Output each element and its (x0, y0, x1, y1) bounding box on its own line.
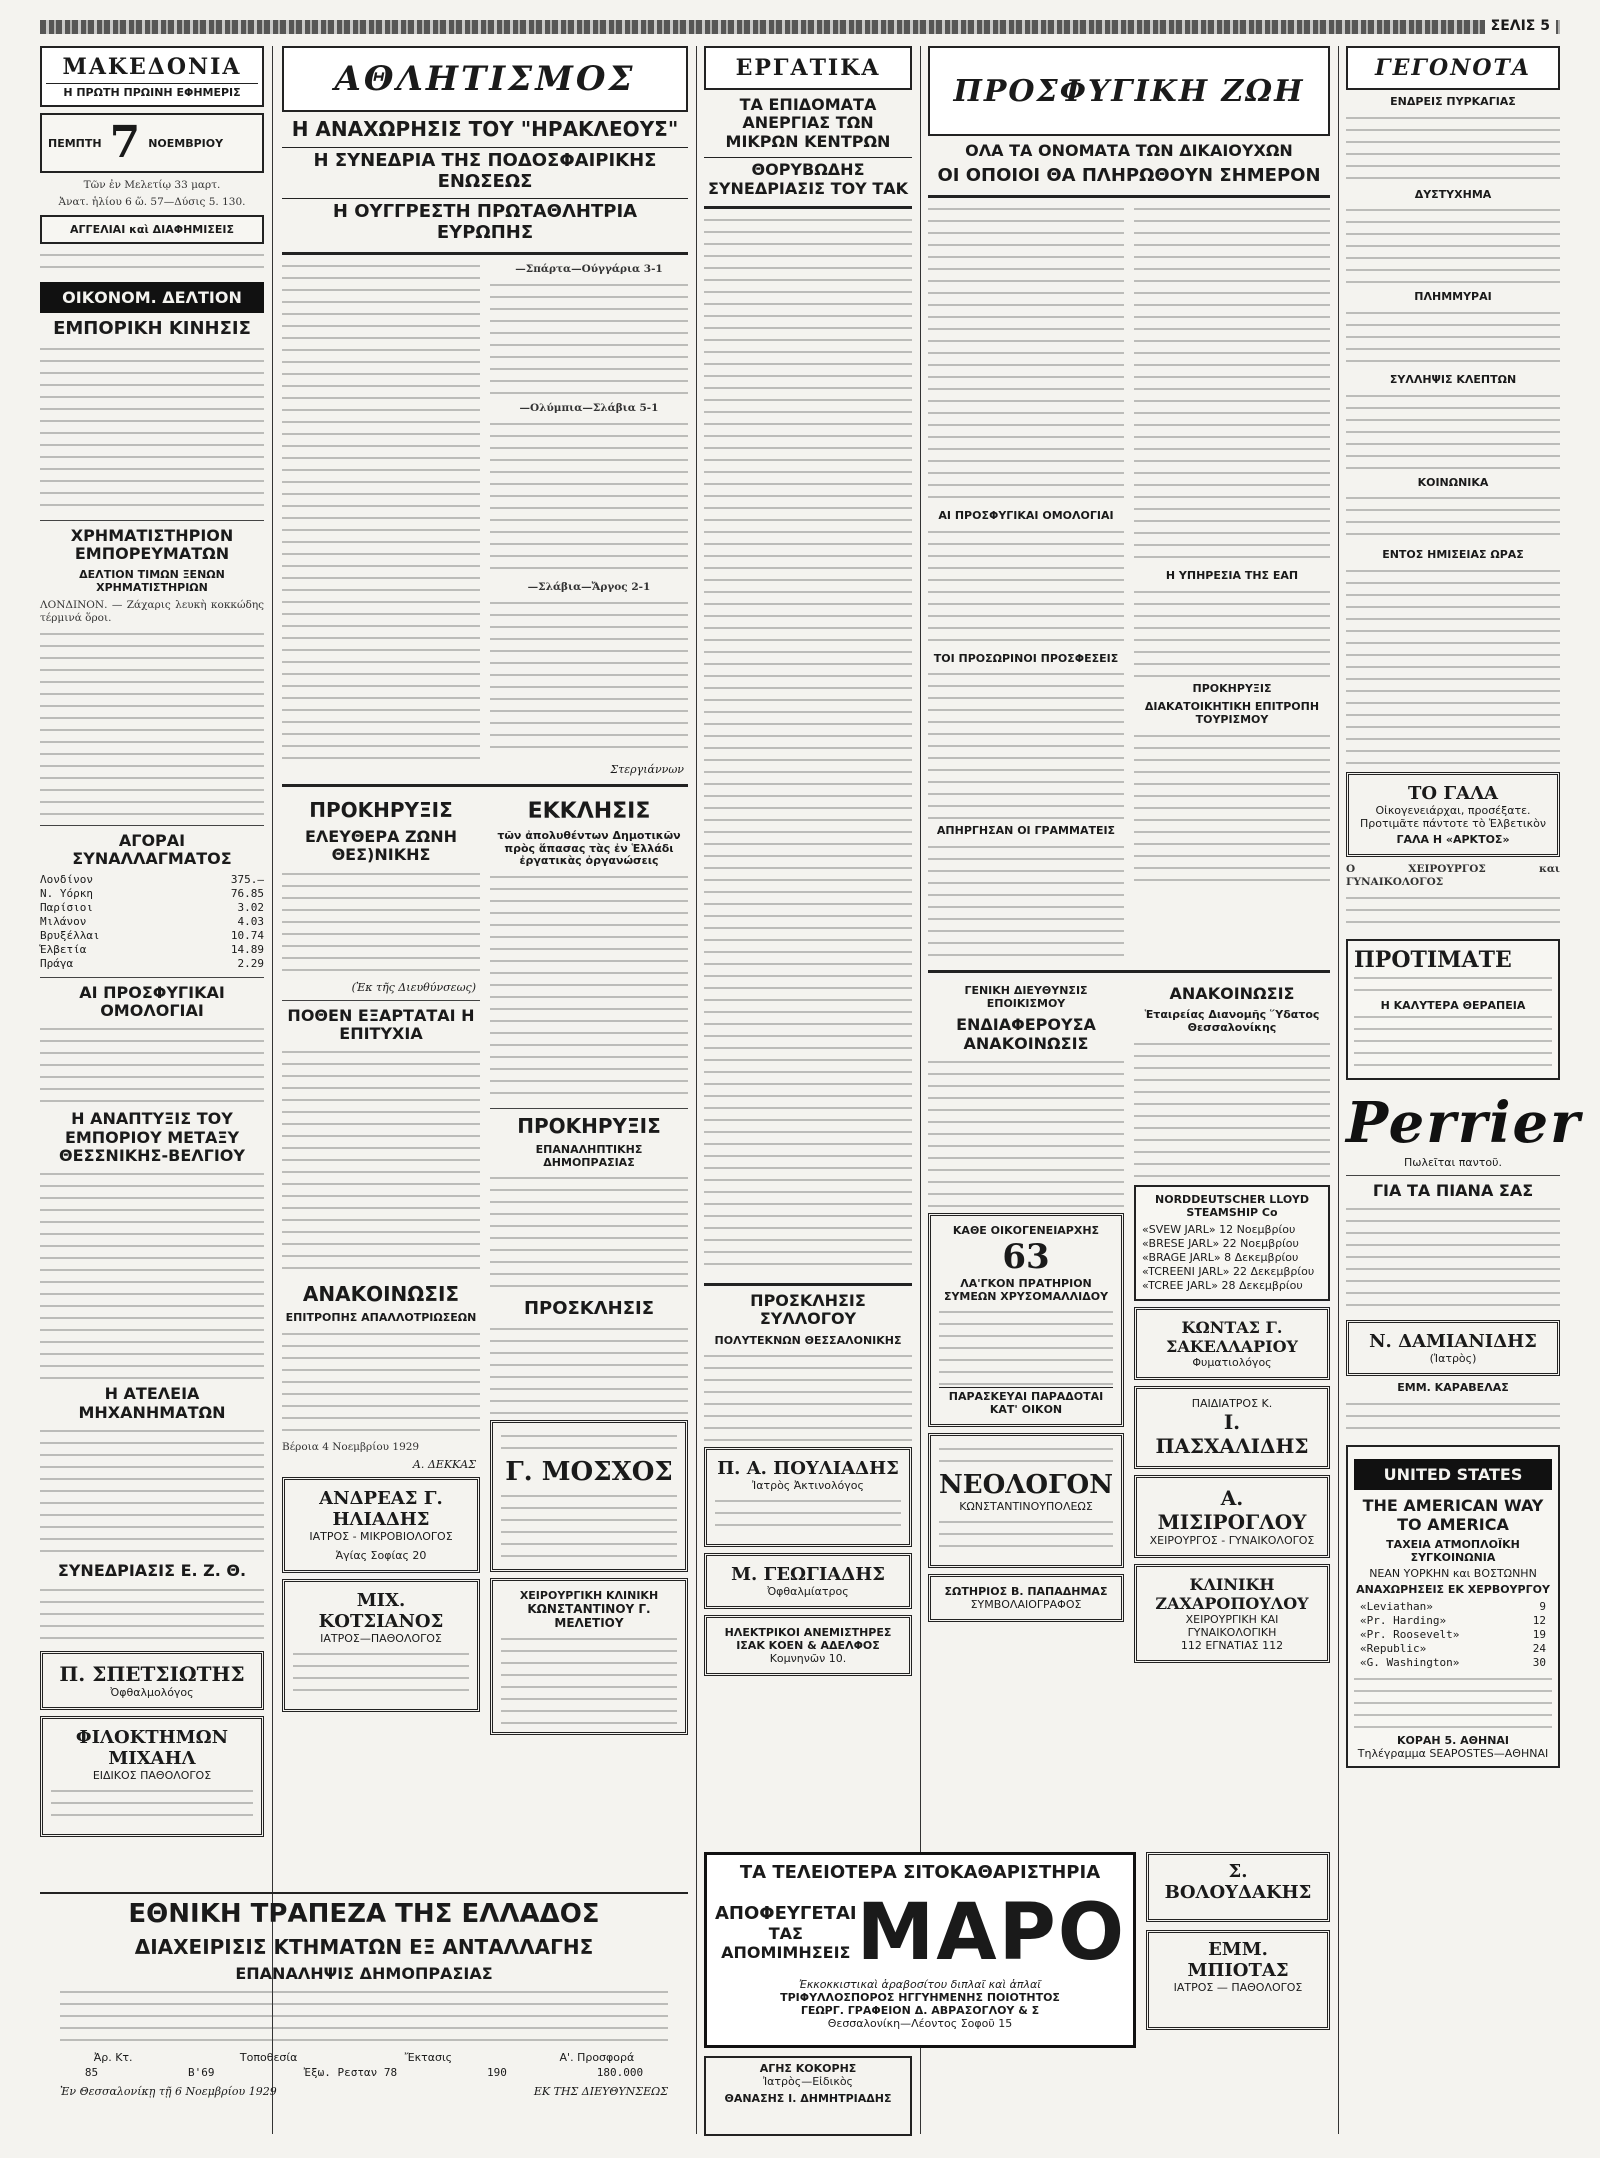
headline: ΤΑ ΕΠΙΔΟΜΑΤΑ ΑΝΕΡΓΙΑΣ ΤΩΝ ΜΙΚΡΩΝ ΚΕΝΤΡΩΝ (725, 95, 891, 151)
text-block (1346, 566, 1560, 766)
text-block (282, 869, 480, 979)
line-slogan: THE AMERICAN WAY TO AMERICA (1362, 1495, 1544, 1534)
text-block (282, 1047, 480, 1277)
section-subtitle: ΕΝΔΙΑΦΕΡΟΥΣΑ ΑΝΑΚΟΙΝΩΣΙΣ (956, 1015, 1096, 1053)
doctor-ad (1146, 1930, 1330, 2030)
liner-date: 12 (1532, 1613, 1546, 1627)
text-block (1346, 308, 1560, 368)
text-block (490, 419, 688, 579)
date-weekday: ΠΕΜΠΤΗ (48, 136, 102, 150)
doctor-name: Π. Α. ΠΟΥΛΙΑΔΗΣ (717, 1458, 899, 1480)
headline: Η ΑΝΑΧΩΡΗΣΙΣ ΤΟΥ "ΗΡΑΚΛΕΟΥΣ" (291, 117, 679, 141)
milk-ad (1346, 772, 1560, 857)
text-block (715, 1496, 901, 1536)
match-result: —Σλάβια—Ἄργος 2-1 (527, 580, 651, 593)
headline: ΟΙ ΟΠΟΙΟΙ ΘΑ ΠΛΗΡΩΘΟΥΝ ΣΗΜΕΡΟΝ (937, 165, 1321, 187)
rate-city: Πράγα (40, 956, 74, 970)
rate-row (40, 929, 264, 943)
doctor-name: Α. ΜΙΣΙΡΟΓΛΟΥ (1157, 1485, 1307, 1534)
rates-table (40, 873, 264, 971)
rate-city: Παρίσιοι (40, 900, 93, 914)
liner-name: «Leviathan» (1360, 1599, 1433, 1613)
doctor-name: ΑΓΗΣ ΚΟΚΟΡΗΣ (759, 2062, 857, 2075)
text-block (939, 1444, 1113, 1470)
maro-address: Θεσσαλονίκη—Λέοντος Σοφοῦ 15 (827, 2016, 1013, 2030)
signature: Στεργιάννων (610, 762, 684, 776)
rate-city: Ἑλβετία (40, 942, 87, 956)
section-title: ΑΝΑΚΟΙΝΩΣΙΣ (1169, 984, 1295, 1003)
column-rule (920, 46, 921, 2134)
sports-header-ornament (282, 46, 688, 112)
text-block (1346, 1204, 1560, 1314)
section-title: ΑΙ ΠΡΟΣΦΥΓΙΚΑΙ ΟΜΟΛΟΓΙΑΙ (938, 509, 1114, 523)
doctor-name: Σ. ΒΟΛΟΥΔΑΚΗΣ (1164, 1861, 1312, 1903)
column-rule (696, 46, 697, 2134)
liner-row (1360, 1628, 1546, 1642)
liners-list (1360, 1600, 1546, 1670)
rate-value: 2.29 (237, 956, 264, 970)
ship-departure: «TCREE JARL» 28 Δεκεμβρίου (1142, 1278, 1303, 1292)
refugee-bonds-title: ΑΙ ΠΡΟΣΦΥΓΙΚΑΙ ΟΜΟΛΟΓΙΑΙ (79, 982, 225, 1020)
text-block (704, 1351, 912, 1441)
sun-times: Ἀνατ. ἡλίου 6 ὥ. 57—Δύσις 5. 130. (58, 196, 246, 208)
notary-ad (928, 1574, 1124, 1622)
doctor-name: Π. ΣΠΕΤΣΙΩΤΗΣ (59, 1661, 245, 1686)
doctor-ad-2 (40, 1716, 264, 1837)
bank-cell: Β'69 (188, 2066, 215, 2080)
ad-title: ΚΑΘΕ ΟΙΚΟΓΕΝΕΙΑΡΧΗΣ (952, 1224, 1100, 1238)
assoc-subtitle: ΠΟΛΥΤΕΚΝΩΝ ΘΕΣΣΑΛΟΝΙΚΗΣ (714, 1333, 902, 1347)
text-block (490, 280, 688, 400)
doctor-ad (1346, 1320, 1560, 1376)
clinic-ad (1134, 1564, 1330, 1663)
announcement-title: ΑΝΑΚΟΙΝΩΣΙΣ (302, 1282, 460, 1307)
text-block (1354, 1012, 1552, 1072)
news-item-title: ΣΥΛΛΗΨΙΣ ΚΛΕΠΤΩΝ (1389, 372, 1517, 386)
grocery-ad (928, 1213, 1124, 1427)
newspaper-name: ΝΕΟΛΟΓΟΝ (939, 1470, 1113, 1501)
ad-notice: ΑΓΓΕΛΙΑΙ καὶ ΔΙΑΦΗΜΙΣΕΙΣ (40, 215, 264, 244)
ship-departure: «BRAGE JARL» 8 Δεκεμβρίου (1142, 1250, 1299, 1264)
doctor-ad (704, 1553, 912, 1609)
liner-date: 24 (1532, 1641, 1546, 1655)
section-title: Η ΥΠΗΡΕΣΙΑ ΤΗΣ ΕΑΠ (1165, 569, 1299, 583)
doctor-ad-1 (40, 1651, 264, 1710)
section-title: ΤΟΙ ΠΡΟΣΩΡΙΝΟΙ ΠΡΟΣΦΕΣΕΙΣ (933, 651, 1119, 665)
ship-departure: «TCREENI JARL» 22 Δεκεμβρίου (1142, 1264, 1315, 1278)
text-block (501, 1431, 677, 1457)
bank-col-header: Ἀρ. Κτ. (93, 2051, 133, 2065)
text-block (928, 842, 1124, 962)
text-block (1346, 493, 1560, 543)
date-day: 7 (109, 117, 141, 168)
page-number: ΣΕΛΙΣ 5 (1485, 18, 1556, 34)
bank-cell: 85 (84, 2066, 99, 2080)
events-header-ornament (1346, 46, 1560, 90)
section-subtitle: ΔΙΑΚΑΤΟΙΚΗΤΙΚΗ ΕΠΙΤΡΟΠΗ ΤΟΥΡΙΣΜΟΥ (1144, 700, 1320, 726)
bank-notice (40, 1884, 688, 2134)
liner-row (1360, 1642, 1546, 1656)
agency-address: ΚΟΡΑΗ 5. ΑΘΗΝΑΙ (1396, 1733, 1510, 1747)
company-address: Κομνηνῶν 10. (769, 1652, 847, 1666)
church-title: ΕΚΚΛΗΣΙΣ (527, 798, 651, 824)
liner-row (1360, 1600, 1546, 1614)
section-title: ΓΕΝΙΚΗ ΔΙΕΥΘΥΝΣΙΣ ΕΠΟΙΚΙΣΜΟΥ (964, 984, 1088, 1010)
doctor-specialty: ΧΕΙΡΟΥΡΓΟΣ - ΓΥΝΑΙΚΟΛΟΓΟΣ (1149, 1533, 1315, 1547)
news-item-title: ΕΝΔΡΕΙΣ ΠΥΡΚΑΓΙΑΣ (1390, 95, 1516, 108)
refugee-header: ΠΡΟΣΦΥΓΙΚΗ ΖΩΗ (953, 73, 1305, 109)
bank-subtitle: ΔΙΑΧΕΙΡΙΣΙΣ ΚΤΗΜΑΤΩΝ ΕΞ ΑΝΤΑΛΛΑΓΗΣ (134, 1934, 594, 1959)
text-block (40, 1426, 264, 1556)
masthead: ΜΑΚΕΔΟΝΙΑ (62, 54, 242, 80)
doctor-ad (704, 2056, 912, 2136)
cooperative-title: Η ΑΝΑΠΤΥΞΙΣ ΤΟΥ ΕΜΠΟΡΙΟΥ ΜΕΤΑΞΥ ΘΕΣΣΝΙΚΗΣ-ΒΕΛΓΙΟΥ (59, 1109, 245, 1166)
text-block (40, 1169, 264, 1379)
two-column-article (282, 261, 688, 761)
maro-brand: ΜΑΡΟ (856, 1887, 1127, 1978)
column-events (1346, 46, 1582, 2126)
doctor-specialty: (Ἰατρὸς) (1429, 1352, 1477, 1366)
text-block (939, 1517, 1113, 1557)
text-block (1346, 893, 1560, 933)
protimate-ad (1346, 939, 1560, 1080)
match-result: —Σπάρτα—Ούγγάρια 3-1 (515, 262, 663, 275)
column-rule (1338, 46, 1339, 2134)
line-route: ΝΕΑΝ ΥΟΡΚΗΝ και ΒΟΣΤΩΝΗΝ (1369, 1566, 1537, 1580)
rate-row (40, 873, 264, 887)
doctor-name: ΕΜΜ. ΜΠΙΟΤΑΣ (1187, 1939, 1289, 1981)
rate-row (40, 901, 264, 915)
announcement-subtitle: ΕΠΙΤΡΟΠΗΣ ΑΠΑΛΛΟΤΡΙΩΣΕΩΝ (285, 1311, 477, 1325)
text-block (490, 1324, 688, 1414)
headline: Η ΟΥΓΓΡΕΣΤΗ ΠΡΩΤΑΘΛΗΤΡΙΑ ΕΥΡΩΠΗΣ (282, 198, 688, 243)
company-name: ΙΣΑΚ ΚΟΕΝ & ΑΔΕΛΦΟΣ (736, 1639, 880, 1653)
liner-row (1360, 1614, 1546, 1628)
rate-value: 4.03 (237, 914, 264, 928)
product-name: ΗΛΕΚΤΡΙΚΟΙ ΑΝΕΜΙΣΤΗΡΕΣ (724, 1626, 892, 1640)
rate-row (40, 887, 264, 901)
doctor-notice: Ο ΧΕΙΡΟΥΡΓΟΣ και ΓΥΝΑΙΚΟΛΟΓΟΣ (1346, 862, 1560, 888)
text-block (40, 250, 264, 276)
doctor-name: Ν. ΔΑΜΙΑΝΙΔΗΣ (1369, 1331, 1537, 1353)
doctor-name: ΦΙΛΟΚΤΗΜΩΝ ΜΙΧΑΗΛ (75, 1726, 229, 1769)
bank-col-header: Ἔκτασις (404, 2051, 453, 2065)
doctor-specialty: Ἰατρὸς—Εἰδικὸς (762, 2075, 853, 2088)
perrier-logo: Perrier (1346, 1089, 1582, 1156)
bank-cell: 190 (486, 2066, 507, 2080)
ad-subtitle: Η ΚΑΛΥΤΕΡΑ ΘΕΡΑΠΕΙΑ (1380, 998, 1526, 1012)
perrier-tagline: Πωλεῖται παντοῦ. (1404, 1155, 1502, 1169)
bank-table-header (40, 2051, 688, 2064)
shipping-ad (1134, 1185, 1330, 1301)
clinic-name: ΖΑΧΑΡΟΠΟΥΛΟΥ (1155, 1593, 1309, 1613)
rate-city: Βρυξέλλαι (40, 928, 100, 942)
text-block (40, 344, 264, 514)
text-block (51, 1786, 253, 1826)
text-block (939, 1307, 1113, 1387)
date-month: ΝΟΕΜΒΡΙΟΥ (148, 136, 224, 150)
ad-title: ΤΟ ΓΑΛΑ (1407, 782, 1499, 804)
rate-value: 76.85 (230, 886, 264, 900)
liner-name: «Pr. Harding» (1360, 1613, 1447, 1627)
text-block (501, 1491, 677, 1561)
bank-col-header: Τοποθεσία (239, 2051, 298, 2065)
column-market (40, 46, 264, 1936)
top-ornament-rule (40, 20, 1560, 34)
doctor-specialty: ΙΑΤΡΟΣ—ΠΑΘΟΛΟΓΟΣ (320, 1631, 442, 1645)
sports-header: ΑΘΛΗΤΙΣΜΟΣ (334, 59, 636, 99)
doctor-ad (282, 1579, 480, 1712)
rate-value: 14.89 (230, 942, 264, 956)
clinic-label: ΧΕΙΡΟΥΡΓΙΚΗ ΚΛΙΝΙΚΗ (519, 1588, 659, 1602)
news-item-title: ΚΟΙΝΩΝΙΚΑ (1417, 475, 1489, 489)
line-service: ΤΑΧΕΙΑ ΑΤΜΟΠΛΟΪΚΗ ΣΥΓΚΟΙΝΩΝΙΑ (1386, 1537, 1520, 1564)
text-block (1134, 204, 1330, 564)
bank-table-row (40, 2066, 688, 2079)
electric-fans-ad (704, 1615, 912, 1676)
section-title: ΠΡΟΚΗΡΥΞΙΣ (1192, 681, 1272, 695)
clinic-ad (490, 1578, 688, 1735)
text-block (293, 1649, 469, 1701)
two-column-article (928, 204, 1330, 962)
notary-name: ΣΩΤΗΡΙΟΣ Β. ΠΑΠΑΔΗΜΑΣ (944, 1585, 1108, 1599)
news-item-title: ΠΛΗΜΜΥΡΑΙ (1414, 290, 1492, 304)
doctor-ad (1134, 1386, 1330, 1469)
newspaper-ad (928, 1433, 1124, 1568)
headline: Η ΣΥΝΕΔΡΙΑ ΤΗΣ ΠΟΔΟΣΦΑΙΡΙΚΗΣ ΕΝΩΣΕΩΣ (282, 147, 688, 192)
rate-row (40, 943, 264, 957)
labor-header-ornament (704, 46, 912, 90)
labor-header: ΕΡΓΑΤΙΚΑ (735, 55, 881, 81)
maro-ad (704, 1852, 1136, 2048)
liner-date: 9 (1539, 1599, 1546, 1613)
milk-brand: ΓΑΛΑ Η «ΑΡΚΤΟΣ» (1396, 832, 1510, 846)
clinic-name: ΚΩΝΣΤΑΝΤΙΝΟΥ Γ. ΜΕΛΕΤΙΟΥ (527, 1601, 651, 1630)
tender-title: ΠΡΟΚΗΡΥΞΙΣ (517, 1113, 661, 1138)
text-block (1134, 587, 1330, 677)
doctor-specialty: Φυματιολόγος (1192, 1355, 1272, 1369)
econ-title: ΟΙΚΟΝΟΜ. ΔΕΛΤΙΟΝ (40, 282, 264, 313)
text-block (1134, 731, 1330, 881)
column-refugee (928, 46, 1330, 1846)
section-title: ΓΙΑ ΤΑ ΠΙΑΝΑ ΣΑΣ (1372, 1180, 1534, 1200)
clinic-subtitle: ΧΕΙΡΟΥΡΓΙΚΗ ΚΑΙ ΓΥΝΑΙΚΟΛΟΓΙΚΗ (1185, 1612, 1279, 1639)
text-block (501, 1634, 677, 1724)
doctor-name: Γ. ΜΟΣΧΟΣ (505, 1456, 673, 1487)
line-logo: UNITED STATES (1354, 1459, 1552, 1490)
ad-note: ΠΑΡΑΣΚΕΥΑΙ ΠΑΡΑΔΟΤΑΙ ΚΑΤ' ΟΙΚΟΝ (939, 1387, 1113, 1416)
signature: (Ἐκ τῆς Διευθύνσεως) (351, 980, 476, 994)
market-title: ΕΜΠΟΡΙΚΗ ΚΙΝΗΣΙΣ (53, 318, 251, 339)
section-subtitle: Ἑταιρείας Διανομῆς Ὕδατος Θεσσαλονίκης (1144, 1008, 1320, 1035)
rate-row (40, 957, 264, 971)
doctor-name: Μ. ΓΕΩΓΙΑΔΗΣ (731, 1564, 885, 1586)
doctor-name: ΑΝΔΡΕΑΣ Γ. ΗΛΙΑΔΗΣ (319, 1487, 443, 1530)
doctor-specialty: ΙΑΤΡΟΣ — ΠΑΘΟΛΟΓΟΣ (1173, 1981, 1303, 1994)
maro-seller: ΤΡΙΦΥΛΛΟΣΠΟΡΟΣ ΗΓΓΥΗΜΕΝΗΣ ΠΟΙΟΤΗΤΟΣ (780, 1990, 1060, 2004)
text-block (1134, 1039, 1330, 1179)
ship-departure: «BRESE JARL» 22 Νοεμβρίου (1142, 1236, 1299, 1250)
doctor-ad (1134, 1475, 1330, 1558)
tender-title: ΠΡΟΚΗΡΥΞΙΣ (309, 797, 453, 822)
bank-signature: ΕΚ ΤΗΣ ΔΙΕΥΘΥΝΣΕΩΣ (533, 2085, 668, 2099)
headline: ΟΛΑ ΤΑ ΟΝΟΜΑΤΑ ΤΩΝ ΔΙΚΑΙΟΥΧΩΝ (965, 141, 1293, 160)
doctor-ad (490, 1420, 688, 1572)
doctor-ad (282, 1477, 480, 1573)
ad-title: ΠΡΟΤΙΜΑΤΕ (1354, 946, 1512, 973)
liner-name: «Pr. Roosevelt» (1360, 1627, 1460, 1641)
line-departures-title: ΑΝΑΧΩΡΗΣΕΙΣ ΕΚ ΧΕΡΒΟΥΡΓΟΥ (1356, 1582, 1550, 1596)
text-block (282, 1329, 480, 1439)
refugee-lower-columns (928, 979, 1330, 1669)
text-block (928, 527, 1124, 647)
section-title: ΑΠΗΡΓΗΣΑΝ ΟΙ ΓΡΑΜΜΑΤΕΙΣ (936, 824, 1116, 838)
maro-headline: ΤΑ ΤΕΛΕΙΟΤΕΡΑ ΣΙΤΟΚΑΘΑΡΙΣΤΗΡΙΑ (739, 1862, 1101, 1883)
date-note: Τῶν ἐν Μελετίῳ 33 μαρτ. (83, 179, 221, 191)
exchange-subtitle: ΔΕΛΤΙΟΝ ΤΙΜΩΝ ΞΕΝΩΝ ΧΡΗΜΑΤΙΣΤΗΡΙΩΝ (79, 568, 225, 595)
agency-telegraph: Τηλέγραμμα SEAPOSTES—ΑΘΗΝΑΙ (1357, 1746, 1549, 1760)
maro-avoid: ΑΠΟΦΕΥΓΕΤΑΙ (715, 1903, 857, 1925)
column-labor (704, 46, 912, 1846)
bank-subtitle-2: ΕΠΑΝΑΛΗΨΙΣ ΔΗΜΟΠΡΑΣΙΑΣ (235, 1963, 493, 1983)
masthead-box (40, 46, 264, 107)
text-block (60, 1987, 668, 2047)
doctor-specialty: ΕΙΔΙΚΟΣ ΠΑΘΟΛΟΓΟΣ (92, 1768, 212, 1782)
doctor-ad (1146, 1852, 1330, 1922)
bank-col-header: Α'. Προσφορά (559, 2051, 635, 2065)
maro-company: ΓΕΩΡΓ. ΓΡΑΦΕΙΟΝ Δ. ΑΒΡΑΣΟΓΛΟΥ & Σ (800, 2003, 1040, 2017)
shipping-line-ad (1346, 1445, 1560, 1768)
maro-note: Ἐκκοκκιστικαὶ ἁραβοσίτου διπλαῖ καὶ ἁπλαῖ (799, 1977, 1041, 1991)
bank-cell: Ἐξω. Ρεσταν 78 (304, 2066, 398, 2080)
doctor-prefix: ΠΑΙΔΙΑΤΡΟΣ Κ. (1191, 1396, 1273, 1410)
liner-name: «G. Washington» (1360, 1655, 1460, 1669)
liner-name: «Republic» (1360, 1641, 1427, 1655)
assoc-title: ΠΡΟΣΚΛΗΣΙΣ ΣΥΛΛΟΓΟΥ (750, 1290, 866, 1329)
signature: Α. ΔΕΚΚΑΣ (412, 1457, 476, 1471)
doctor-specialty: Ὀφθαλμολόγος (110, 1685, 194, 1699)
rate-city: Μιλάνον (40, 914, 87, 928)
ships-list (1142, 1223, 1322, 1293)
shipping-company: NORDDEUTSCHER LLOYD STEAMSHIP Co (1155, 1192, 1309, 1219)
bank-cell: 180.000 (596, 2066, 644, 2080)
liner-date: 19 (1532, 1627, 1546, 1641)
doctor-name: ΘΑΝΑΣΗΣ Ι. ΔΗΜΗΤΡΙΑΔΗΣ (724, 2092, 892, 2105)
rate-value: 3.02 (237, 900, 264, 914)
notary-title: ΣΥΜΒΟΛΑΙΟΓΡΑΦΟΣ (970, 1598, 1082, 1612)
invite-title: ΠΡΟΣΚΛΗΣΙΣ (523, 1298, 655, 1320)
text-block (1346, 391, 1560, 471)
match-result: —Ολύμπια—Σλάβια 5-1 (519, 401, 659, 414)
announcement-date: Βέροια 4 Νοεμβρίου 1929 (282, 1440, 420, 1453)
doctor-specialty: Ὀφθαλμίατρος (767, 1585, 849, 1599)
newspaper-city: ΚΩΝΣΤΑΝΤΙΝΟΥΠΟΛΕΩΣ (959, 1500, 1093, 1514)
rate-row (40, 915, 264, 929)
text-block (928, 204, 1124, 504)
text-block (490, 872, 688, 1102)
text-block (1354, 973, 1552, 999)
text-block (40, 629, 264, 819)
events-header: ΓΕΓΟΝΟΤΑ (1375, 55, 1531, 81)
ship-departure: «SVEW JARL» 12 Νοεμβρίου (1142, 1222, 1296, 1236)
masthead-subtitle: Η ΠΡΩΤΗ ΠΡΩΙΝΗ ΕΦΗΜΕΡΙΣ (46, 83, 258, 99)
bank-date: Ἐν Θεσσαλονίκῃ τῇ 6 Νοεμβρίου 1929 (60, 2085, 277, 2099)
column-sports (282, 46, 688, 1886)
rate-value: 375.— (230, 872, 264, 886)
clinic-address: 112 ΕΓΝΑΤΙΑΣ 112 (1180, 1638, 1284, 1652)
doctor-name: ΕΜΜ. ΚΑΡΑΒΕΛΑΣ (1397, 1381, 1509, 1395)
lower-sports-columns (282, 793, 688, 1741)
doctor-name: ΚΩΝΤΑΣ Γ. ΣΑΚΕΛΛΑΡΙΟΥ (1166, 1317, 1298, 1356)
text-block (1354, 1674, 1552, 1734)
doctor-specialty: Ἰατρὸς Ἀκτινολόγος (752, 1479, 864, 1493)
wholesale-title: ΑΓΟΡΑΙ ΣΥΝΑΛΛΑΓΜΑΤΟΣ (72, 830, 232, 869)
ad-number: 63 (1002, 1237, 1050, 1278)
ad-subtitle: ΛΑ'ΓΚΟΝ ΠΡΑΤΗΡΙΟΝ ΣΥΜΕΩΝ ΧΡΥΣΟΜΑΛΛΙΔΟΥ (943, 1277, 1109, 1304)
london-text: ΛΟΝΔΙΝΟΝ. — Ζάχαρις λευκὴ κοκκώδης τέρμινά ὅροι. (40, 598, 264, 624)
text-block (490, 598, 688, 748)
church-subtitle: τῶν ἀπολυθέντων Δημοτικῶν πρὸς ἅπασας τὰς ἐν Ἑλλάδι ἐργατικὰς ὀργανώσεις (497, 829, 681, 868)
rate-city: Λονδίνον (40, 872, 93, 886)
doctor-ad (704, 1447, 912, 1547)
maro-imitations: ΤΑΣ ΑΠΟΜΙΜΗΣΕΙΣ (721, 1924, 851, 1963)
bank-footer (60, 2085, 668, 2098)
date-box (40, 113, 264, 173)
headline: ΘΟΡΥΒΩΔΗΣ ΣΥΝΕΔΡΙΑΣΙΣ ΤΟΥ ΤΑΚ (704, 157, 912, 198)
text-block (928, 669, 1124, 819)
text-block (1346, 205, 1560, 285)
ad-subtitle: Οἰκογενειάρχαι, προσέξατε. Προτιμᾶτε πάντοτε τὸ Ἑλβετικὸν (1360, 803, 1546, 830)
text-block (1346, 1399, 1560, 1439)
text-block (928, 1057, 1124, 1207)
news-item-title: ΔΥΣΤΥΧΗΜΑ (1414, 187, 1492, 201)
doctor-name: ΜΙΧ. ΚΟΤΣΙΑΝΟΣ (318, 1589, 444, 1632)
news-item-title: ΕΝΤΟΣ ΗΜΙΣΕΙΑΣ ΩΡΑΣ (1382, 548, 1524, 562)
tender-subtitle: ΕΠΑΝΑΛΗΠΤΙΚΗΣ ΔΗΜΟΠΡΑΣΙΑΣ (535, 1142, 643, 1169)
clinic-label: ΚΛΙΝΙΚΗ (1189, 1574, 1275, 1594)
meetings-title: ΣΥΝΕΔΡΙΑΣΙΣ Ε. Ζ. Θ. (57, 1561, 247, 1581)
text-block (282, 261, 480, 761)
rate-city: Ν. Υόρκη (40, 886, 93, 900)
doctor-ad (1134, 1307, 1330, 1380)
liner-date: 30 (1532, 1655, 1546, 1669)
column-rule (272, 46, 273, 2134)
question-title: ΠΟΘΕΝ ΕΞΑΡΤΑΤΑΙ Η ΕΠΙΤΥΧΙΑ (287, 1005, 475, 1043)
text-block (704, 215, 912, 1275)
machines-title: Η ΑΤΕΛΕΙΑ ΜΗΧΑΝΗΜΑΤΩΝ (78, 1384, 226, 1422)
liner-row (1360, 1656, 1546, 1670)
refugee-header-ornament (928, 46, 1330, 136)
bank-title: ΕΘΝΙΚΗ ΤΡΑΠΕΖΑ ΤΗΣ ΕΛΛΑΔΟΣ (128, 1899, 600, 1929)
text-block (40, 1585, 264, 1645)
exchange-title: ΧΡΗΜΑΤΙΣΤΗΡΙΟΝ ΕΜΠΟΡΕΥΜΑΤΩΝ (70, 525, 234, 564)
rate-value: 10.74 (230, 928, 264, 942)
text-block (490, 1173, 688, 1293)
tender-subtitle: ΕΛΕΥΘΕΡΑ ΖΩΝΗ ΘΕΣ)ΝΙΚΗΣ (304, 826, 458, 865)
doctor-name: Ι. ΠΑΣΧΑΛΙΔΗΣ (1155, 1409, 1309, 1458)
doctor-specialty: ΙΑΤΡΟΣ - ΜΙΚΡΟΒΙΟΛΟΓΟΣ (309, 1529, 453, 1543)
doctor-address: Ἁγίας Σοφίας 20 (335, 1548, 427, 1562)
text-block (1346, 113, 1560, 183)
text-block (40, 1024, 264, 1104)
